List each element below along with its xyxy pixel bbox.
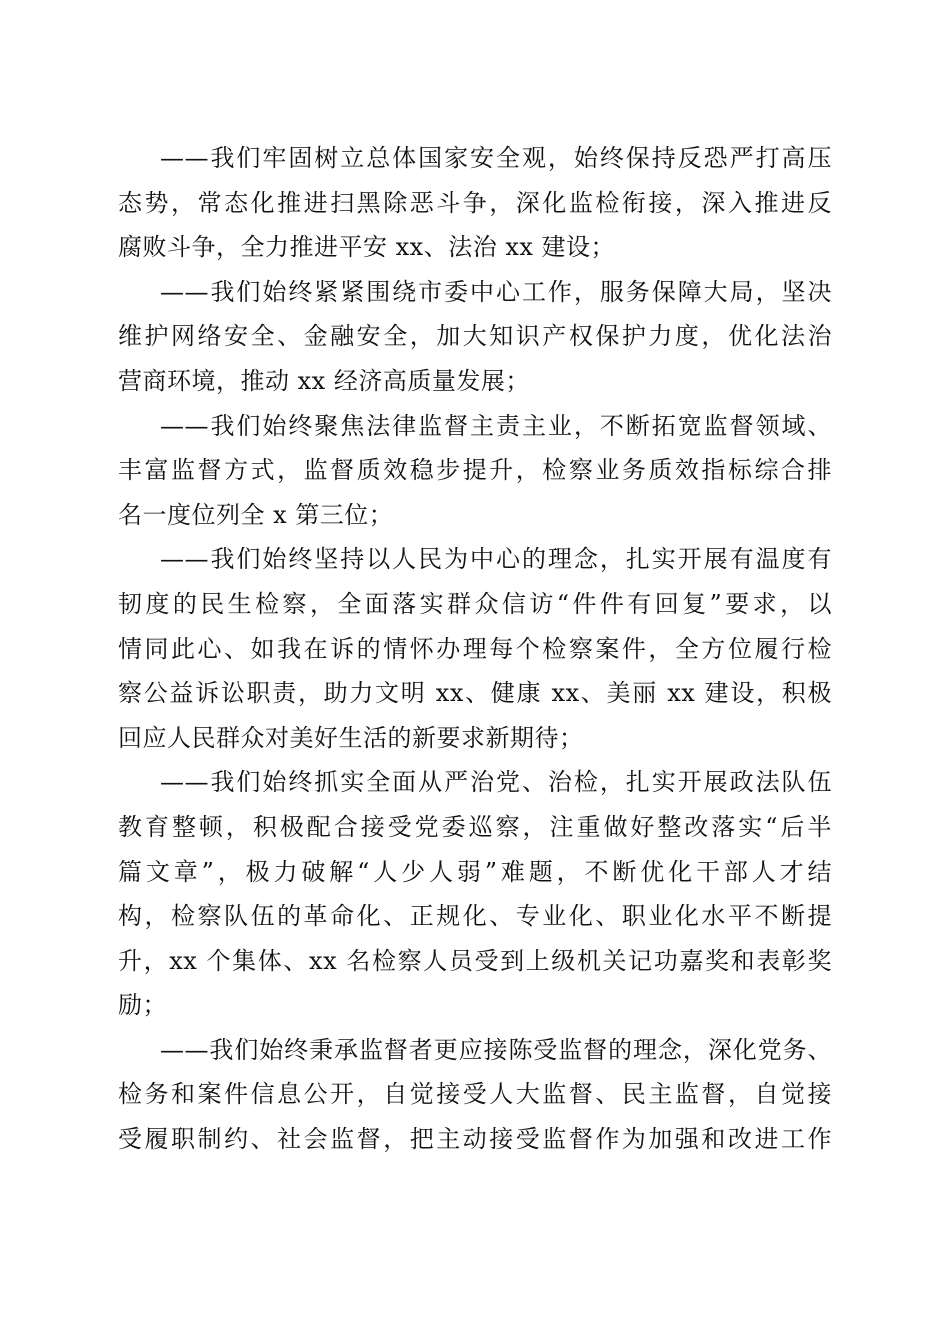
paragraph-line: 教育整顿，积极配合接受党委巡察，注重做好整改落实“后半 <box>118 812 832 841</box>
paragraph-line: 受履职制约、社会监督，把主动接受监督作为加强和改进工作 <box>118 1125 832 1154</box>
document-body <box>118 136 832 1162</box>
paragraph-line: ——我们始终坚持以人民为中心的理念，扎实开展有温度有 <box>160 545 832 574</box>
paragraph-line: 励； <box>118 991 167 1020</box>
paragraph-national-security <box>118 136 832 270</box>
paragraph-party-governance <box>118 760 832 1028</box>
paragraph-line: 检务和案件信息公开，自觉接受人大监督、民主监督，自觉接 <box>118 1080 832 1109</box>
paragraph-line: 察公益诉讼职责，助力文明 xx、健康 xx、美丽 xx 建设，积极 <box>118 679 832 708</box>
paragraph-serve-overall <box>118 270 832 404</box>
paragraph-line: 韧度的民生检察，全面落实群众信访“件件有回复”要求，以 <box>118 589 832 618</box>
paragraph-accept-supervision <box>118 1028 832 1162</box>
paragraph-line: 升，xx 个集体、xx 名检察人员受到上级机关记功嘉奖和表彰奖 <box>118 946 832 975</box>
paragraph-line: 态势，常态化推进扫黑除恶斗争，深化监检衔接，深入推进反 <box>118 188 832 217</box>
paragraph-line: 篇文章”，极力破解“人少人弱”难题，不断优化干部人才结 <box>118 857 832 886</box>
paragraph-line: 丰富监督方式，监督质效稳步提升，检察业务质效指标综合排 <box>118 456 832 485</box>
paragraph-line: ——我们始终秉承监督者更应接陈受监督的理念，深化党务、 <box>160 1035 832 1064</box>
paragraph-line: 情同此心、如我在诉的情怀办理每个检察案件，全方位履行检 <box>118 634 832 663</box>
paragraph-line: 回应人民群众对美好生活的新要求新期待； <box>118 723 584 752</box>
paragraph-line: 名一度位列全 x 第三位； <box>118 500 394 529</box>
paragraph-line: 营商环境，推动 xx 经济高质量发展； <box>118 366 530 395</box>
paragraph-line: 构，检察队伍的革命化、正规化、专业化、职业化水平不断提 <box>118 902 832 931</box>
paragraph-people-centered <box>118 537 832 760</box>
paragraph-line: ——我们始终抓实全面从严治党、治检，扎实开展政法队伍 <box>160 768 832 797</box>
paragraph-line: 维护网络安全、金融安全，加大知识产权保护力度，优化法治 <box>118 322 832 351</box>
paragraph-line: ——我们始终聚焦法律监督主责主业，不断拓宽监督领域、 <box>160 411 832 440</box>
paragraph-line: ——我们始终紧紧围绕市委中心工作，服务保障大局，坚决 <box>160 277 832 306</box>
paragraph-legal-supervision <box>118 404 832 538</box>
paragraph-line: 腐败斗争，全力推进平安 xx、法治 xx 建设； <box>118 233 616 262</box>
paragraph-line: ——我们牢固树立总体国家安全观，始终保持反恐严打高压 <box>160 144 832 172</box>
